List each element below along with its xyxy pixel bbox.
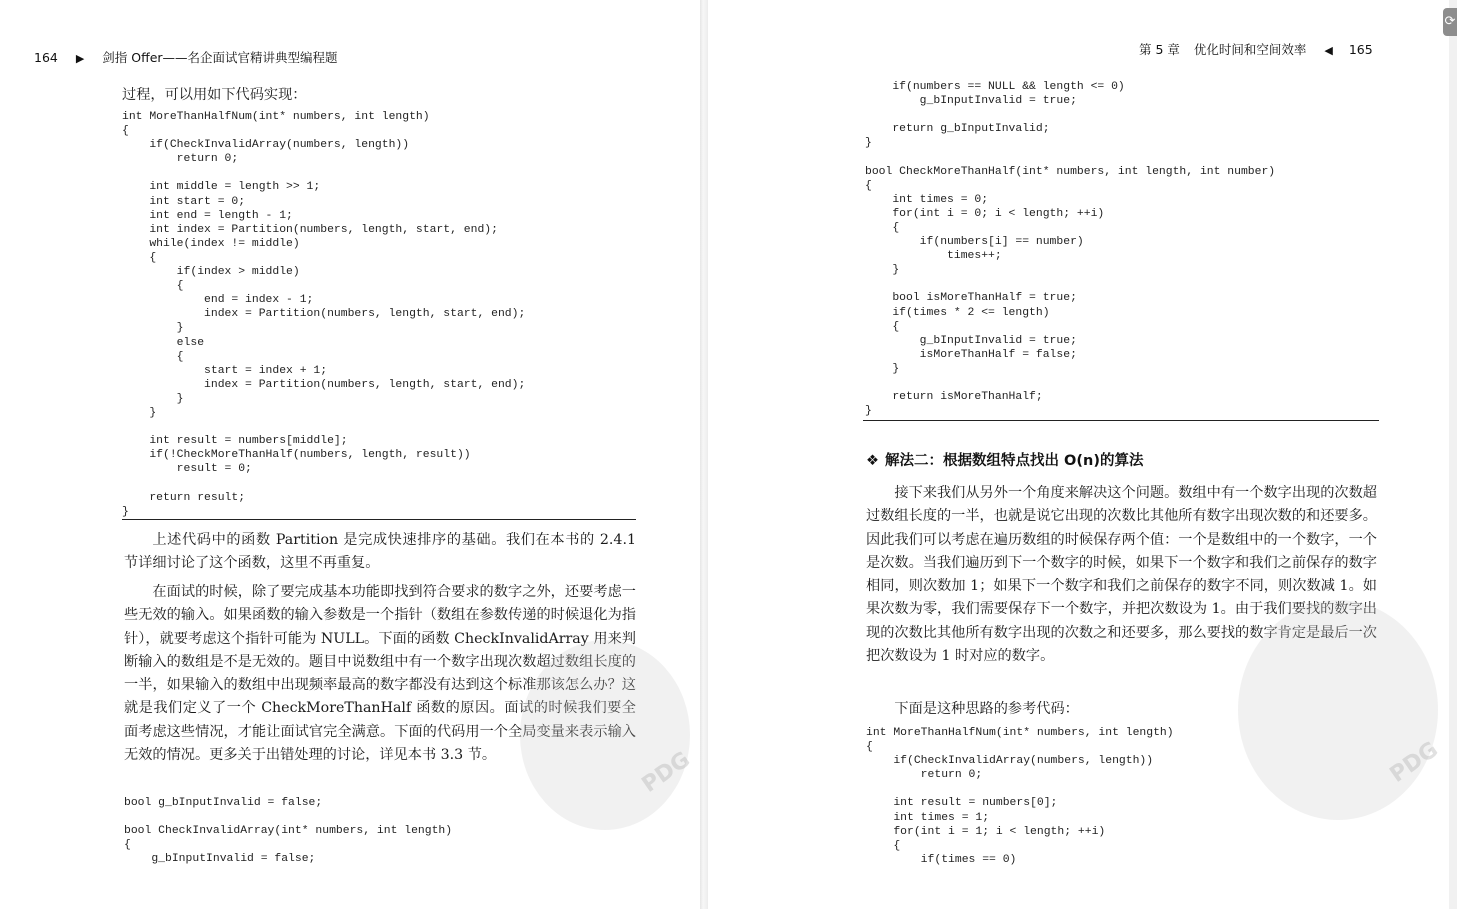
page-edge [1449, 0, 1457, 909]
page-number-right: 165 [1348, 42, 1373, 57]
code-block-check-more-than-half: if(numbers == NULL && length <= 0) g_bInputInvalid = true; return g_bInputInvalid; } bool CheckMoreThanHalf(int* numbers, int length, int number) { int times = 0; for(int i = 0; i < length; ++i) { if(numbers[i] == number) times++; } bool isMoreThanHalf = true; if(times * 2 <= length) { g_bInputInvalid = true; isMoreThanHalf = false; } return isMoreThanHalf; } [865, 81, 1276, 418]
paragraph-partition: 上述代码中的函数 Partition 是完成快速排序的基础。我们在本书的 2.4.1 节详细讨论了这个函数，这里不再重复。 [124, 532, 636, 572]
book-gutter [700, 0, 708, 909]
code-intro-text: 过程，可以用如下代码实现： [122, 87, 307, 103]
page-header-right [1139, 40, 1373, 58]
section-title: 解法二：根据数组特点找出 O(n)的算法 [885, 453, 1144, 469]
running-title: 剑指 Offer——名企面试官精讲典型编程题 [102, 50, 338, 65]
section-heading [866, 449, 1143, 470]
watermark-text-left: PDG [637, 747, 695, 798]
left-page [0, 0, 700, 909]
right-page [708, 0, 1457, 909]
paragraph-algorithm-idea: 接下来我们从另外一个角度来解决这个问题。数组中有一个数字出现的次数超过数组长度的一半，也就是说它出现的次数比其他所有数字出现次数的和还要多。因此我们可以考虑在遍历数组的时候保存两个值：一个是数组中的一个数字，一个是次数。当我们遍历到下一个数字的时候，如果下一个数字和我们之前保存的数字相同，则次数加 1；如果下一个数字和我们之前保存的数字不同，则次数减 1。如果次数为零，我们需要保存下一个数字，并把次数设为 1。由于我们要找的数字出现的次数比其他所有数字出现的次数之和还要多，那么要找的数字肯定是最后一次把次数设为 1 时对应的数字。 [866, 485, 1377, 665]
chapter-label: 第 5 章 [1139, 42, 1180, 57]
arrow-left-icon: ◀ [1324, 44, 1333, 57]
code-block-check-invalid-array: bool g_bInputInvalid = false; bool CheckInvalidArray(int* numbers, int length) { g_bInputInvalid = false; [124, 797, 453, 866]
section-bullet-icon: ❖ [866, 453, 879, 469]
code-block-more-than-half-num: int MoreThanHalfNum(int* numbers, int length) { if(CheckInvalidArray(numbers, length)) return 0; int middle = length >> 1; int start = 0; int end = length - 1; int index = Partition(numbers, length, start, end); while(index != middle) { if(index > middle) { end = index - 1; index = Partition(numbers, length, start, end); } else { start = index + 1; index = Partition(numbers, length, start, end); } } int result = numbers[middle]; if(!CheckMoreThanHalf(numbers, length, result)) result = 0; return result; } [122, 111, 526, 518]
arrow-right-icon: ▶ [75, 52, 85, 65]
code-block-on-solution: int MoreThanHalfNum(int* numbers, int length) { if(CheckInvalidArray(numbers, length)) return 0; int result = numbers[0]; int times = 1; for(int i = 1; i < length; ++i) { if(times == 0) [866, 727, 1174, 866]
chapter-title: 优化时间和空间效率 [1193, 42, 1307, 57]
paragraph-invalid-input: 在面试的时候，除了要完成基本功能即找到符合要求的数字之外，还要考虑一些无效的输入。如果函数的输入参数是一个指针（数组在参数传递的时候退化为指针），就要考虑这个指针可能为 NULL。下面的函数 CheckInvalidArray 用来判断输入的数组是不是无效的。题目中说数组中有一个数字出现次数超过数组长度的一半，如果输入的数组中出现频率最高的数字都没有达到这个标准那该怎么办？这就是我们定义了一个 CheckMoreThanHalf 函数的原因。面试的时候我们要全面考虑这些情况，才能让面试官完全满意。下面的代码用一个全局变量来表示输入无效的情况。更多关于出错处理的讨论，详见本书 3.3 节。 [124, 584, 636, 764]
page-header-left [34, 48, 338, 66]
page-number-left: 164 [34, 50, 58, 65]
code-divider [122, 519, 636, 520]
watermark-text-right: PDG [1385, 737, 1443, 788]
rotate-button[interactable]: ⟳ [1443, 8, 1457, 36]
code-divider-right [863, 420, 1379, 421]
paragraph-reference-code: 下面是这种思路的参考代码： [894, 701, 1079, 717]
